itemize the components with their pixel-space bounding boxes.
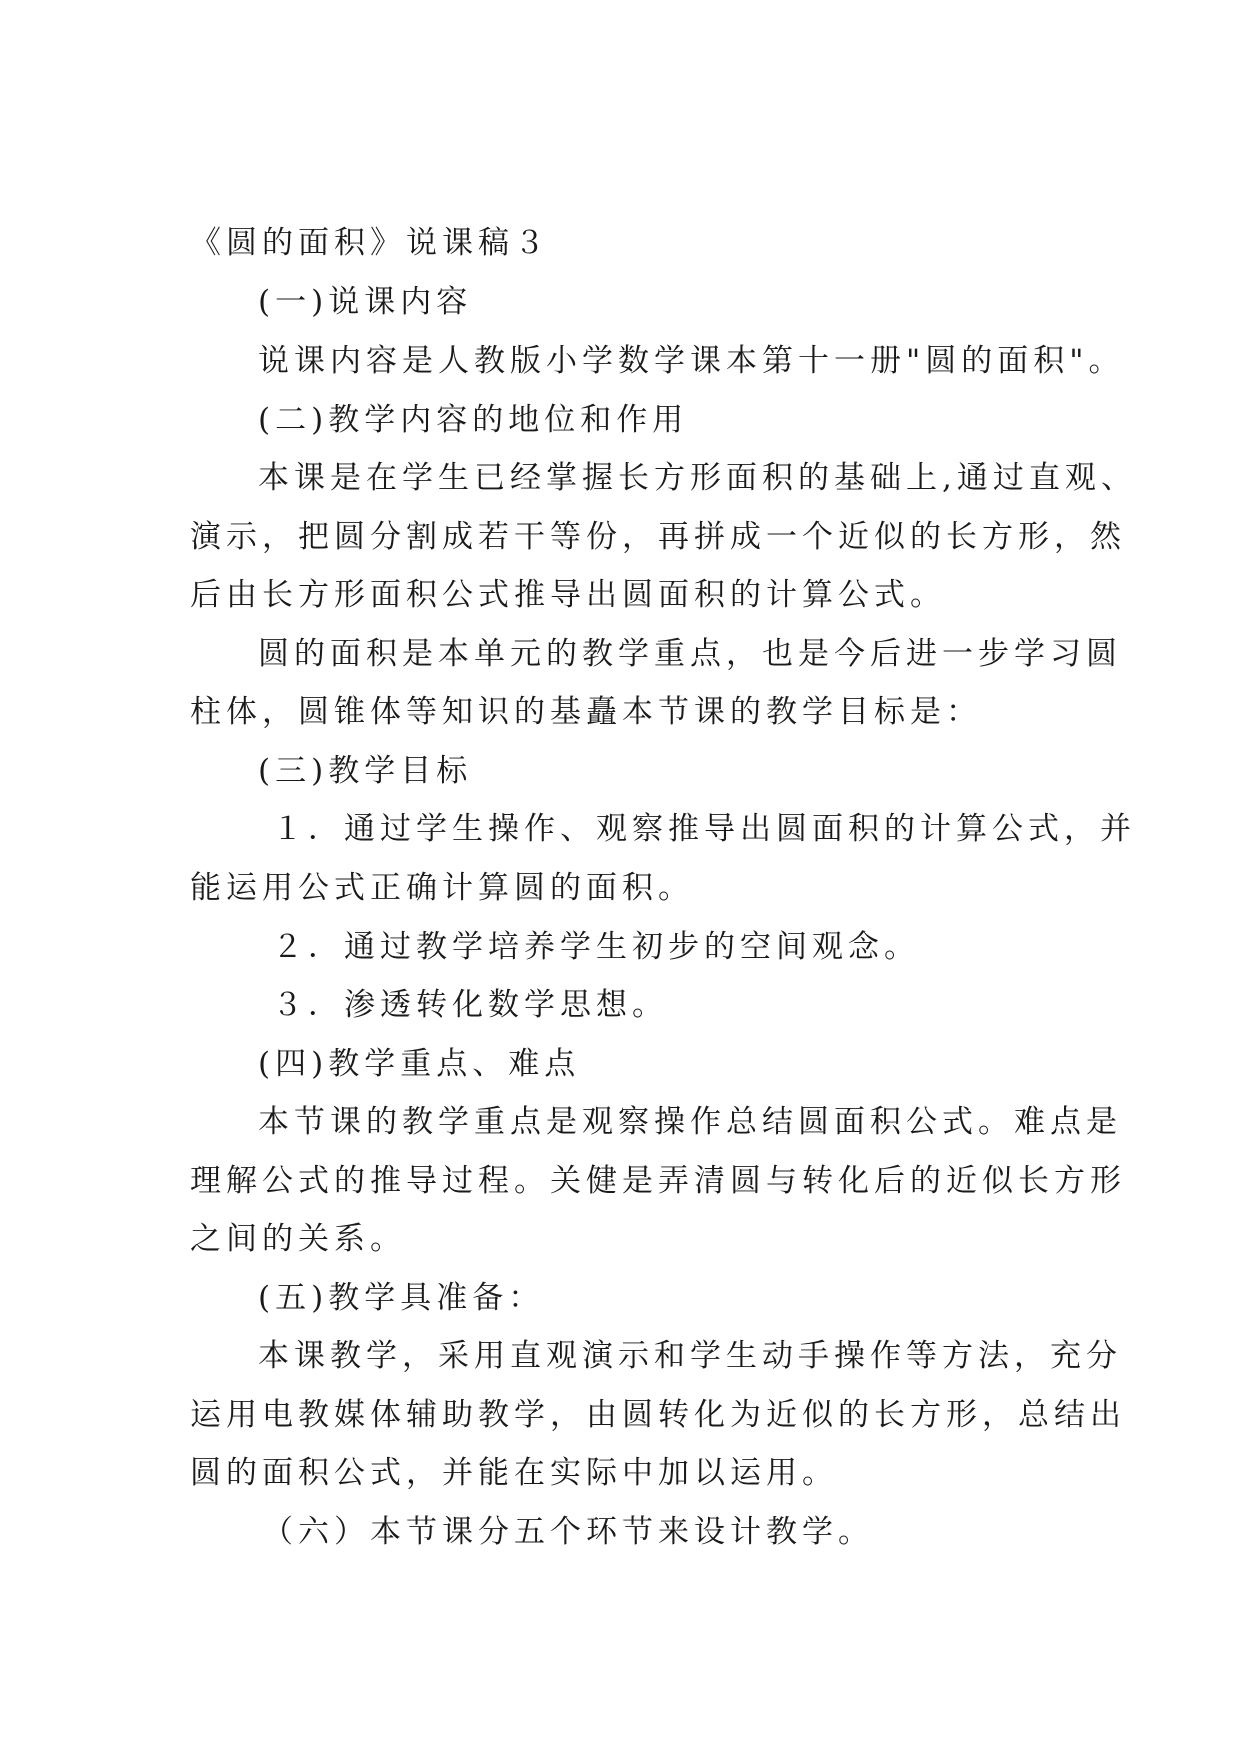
list-item: ３．渗透转化数学思想。 [272,987,668,1023]
paragraph-line: 后由长方形面积公式推导出圆面积的计算公式。 [190,577,946,613]
paragraph-line: 运用电教媒体辅助教学，由圆转化为近似的长方形，总结出 [190,1397,1126,1433]
section-heading-6: （六）本节课分五个环节来设计教学。 [262,1514,874,1550]
paragraph-line: 本课是在学生已经掌握长方形面积的基础上,通过直观、 [258,460,1137,496]
paragraph-line: 本节课的教学重点是观察操作总结圆面积公式。难点是 [258,1104,1122,1140]
paragraph-line: 圆的面积公式，并能在实际中加以运用。 [190,1455,838,1491]
section-heading-4: (四)教学重点、难点 [258,1046,581,1082]
paragraph-line: 本课教学，采用直观演示和学生动手操作等方法，充分 [258,1338,1122,1374]
section-heading-2: (二)教学内容的地位和作用 [258,402,689,438]
section-heading-3: (三)教学目标 [258,753,473,789]
list-item: １．通过学生操作、观察推导出圆面积的计算公式，并 [272,811,1136,847]
paragraph-line: 能运用公式正确计算圆的面积。 [190,870,694,906]
paragraph-line: 圆的面积是本单元的教学重点，也是今后进一步学习圆 [258,636,1122,672]
paragraph-line: 柱体，圆锥体等知识的基矗本节课的教学目标是： [190,694,982,730]
section-heading-1: (一)说课内容 [258,284,473,320]
paragraph-line: 演示，把圆分割成若干等份，再拼成一个近似的长方形，然 [190,519,1126,555]
list-item: ２．通过教学培养学生初步的空间观念。 [272,929,920,965]
document-title: 《圆的面积》说课稿３ [190,225,550,261]
paragraph-line: 理解公式的推导过程。关健是弄清圆与转化后的近似长方形 [190,1163,1126,1199]
paragraph-line: 之间的关系。 [190,1221,406,1257]
paragraph-line: 说课内容是人教版小学数学课本第十一册"圆的面积"。 [258,343,1125,379]
section-heading-5: (五)教学具准备： [258,1280,545,1316]
